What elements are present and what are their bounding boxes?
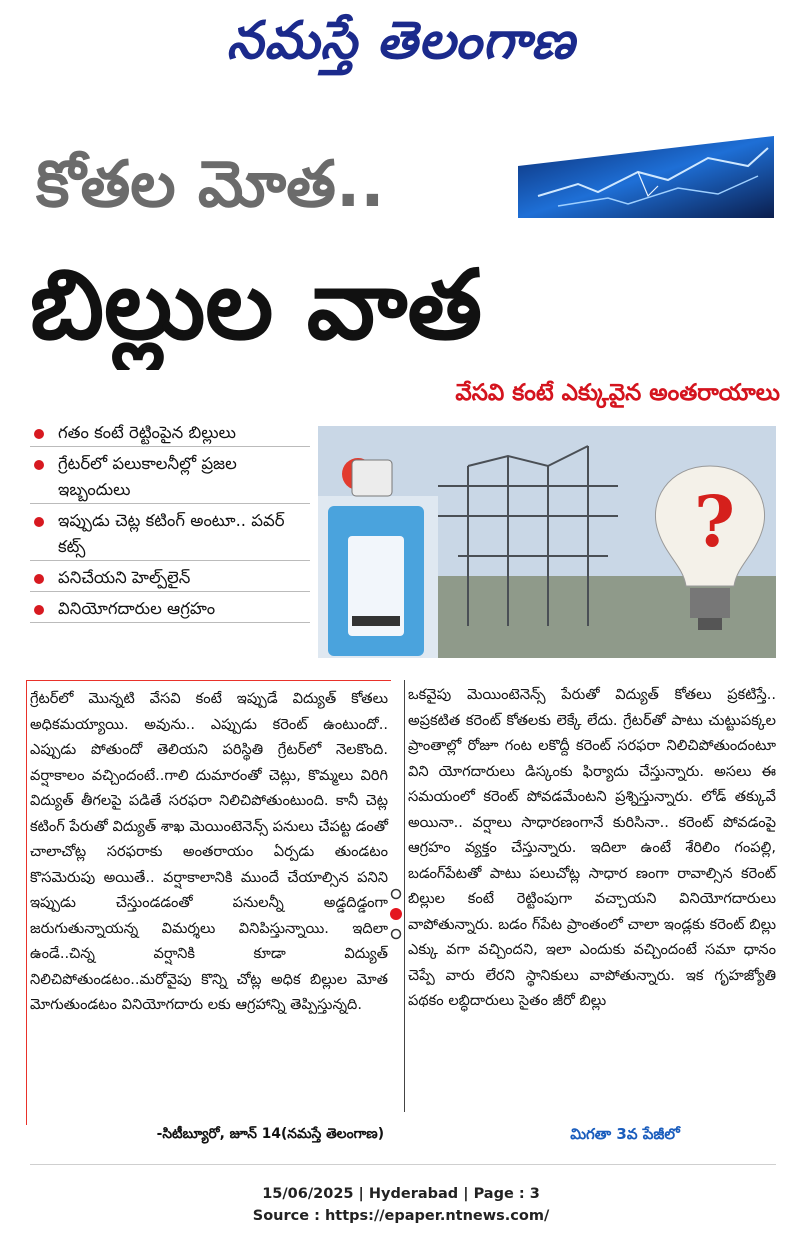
highlights-list [30, 420, 310, 670]
bullet-dot-icon [34, 605, 44, 615]
bullet-dot-icon [34, 429, 44, 439]
bullet-dot-icon [34, 517, 44, 527]
highlight-item: వినియోగదారుల ఆగ్రహం [30, 596, 310, 623]
highlight-item: ఇప్పుడు చెట్ల కటింగ్ అంటూ.. పవర్ కట్స్ [30, 508, 310, 561]
highlight-item: గ్రేటర్‌లో పలుకాలనీల్లో ప్రజల ఇబ్బందులు [30, 451, 310, 504]
byline: -సిటీబ్యూరో, జూన్ 14(నమస్తే తెలంగాణ) [156, 1126, 384, 1142]
bullet-dot-icon [34, 460, 44, 470]
svg-text:?: ? [694, 480, 736, 563]
headline-line1: కోతల మోత.. [36, 148, 385, 222]
masthead [0, 6, 802, 76]
footer-source: Source : https://epaper.ntnews.com/ [252, 1208, 550, 1224]
article-right-column: ఒకవైపు మెయింటెనెన్స్ పేరుతో విద్యుత్ కోతలు ప్రకటిస్తే.. అప్రకటిత కరెంట్ కోతలకు లెక్కే లేదు. గ్రేటర్‌తో పాటు చుట్టుపక్కల ప్రాంతాల్లో రోజూ గంట లకొద్దీ కరెంట్ సరఫరా నిలిచిపోతుందంటూ విని యోగదారులు డిస్కంకు ఫిర్యాదు చేస్తున్నారు. అసలు ఈ సమయంలో కరెంట్ పోవడమేంటని ప్రశ్నిస్తున్నారు. లోడ్ తక్కువే అయినా.. వర్షాలు సాధారణంగానే కురిసినా.. కరెంట్ పోవడంపై ఆగ్రహం వ్యక్తం చేస్తున్నారు. ఇదిలా ఉంటే శేరిలిం గంపల్లి, బడంగ్‌పేటతో పాటు పలుచోట్ల సాధార ణంగా రావాల్సిన కరెంట్ బిల్లుల కంటే రెట్టింపుగా వచ్చాయని వినియోగదారులు వాపోతున్నారు. బడం గ్‌పేట ప్రాంతంలో చాలా ఇండ్లకు కరెంట్ బిల్లు ఎక్కు వగా వచ్చిందని, ఇలా ఎందుకు వచ్చిందంటే సమా ధానం చెప్పే వారు లేరని స్థానికులు వాపోతున్నారు. ఇక గృహజ్యోతి పథకం లబ్ధిదారులు సైతం జీరో బిల్లు [408, 686, 776, 1009]
substation-photo [318, 426, 776, 658]
headline-line2: బిల్లుల వాత [30, 249, 483, 361]
article-left-column: గ్రేటర్‌లో మొన్నటి వేసవి కంటే ఇప్పుడే విద్యుత్ కోతలు అధికమయ్యాయి. అవును.. ఎప్పుడు కరెంట్ ఉంటుందో.. ఎప్పుడు పోతుందో తెలియని పరిస్థితి గ్రేటర్‌లో నెలకొంది. వర్షాకాలం వచ్చిందంటే..గాలి దుమారంతో చెట్లు, కొమ్మలు విరిగి విద్యుత్ తీగలపై పడితే సరఫరా నిలిచిపోతుంటుంది. కానీ చెట్ల కటింగ్ పేరుతో విద్యుత్ శాఖ మెయింటెనెన్స్ పనులు చేపట్ట డంతో చాలాచోట్ల సరఫరాకు అంతరాయం ఏర్పడు తుండటం కొసమెరుపు అయితే.. వర్షాకాలానికి ముందే చేయాల్సిన పనిని ఇప్పుడు చేస్తుండడంతో పనులన్నీ అడ్డదిడ్డంగా జరుగుతున్నాయన్న విమర్శలు వినిపిస్తున్నాయి. ఇదిలా ఉండే..చిన్న వర్షానికి కూడా విద్యుత్ నిలిచిపోతుండటం..మరోవైపు కొన్ని చోట్ల అధిక బిల్లుల మోత మోగుతుండటం వినియోగదారు లకు ఆగ్రహాన్ని తెప్పిస్తున్నది. [30, 690, 388, 1013]
lightning-banner-image [518, 136, 774, 218]
continued-note: మిగతా 3వ పేజీలో [570, 1125, 680, 1143]
footer-date-page: 15/06/2025 | Hyderabad | Page : 3 [262, 1186, 540, 1202]
highlight-item: గతం కంటే రెట్టింపైన బిల్లులు [30, 420, 310, 447]
bullet-dot-icon [34, 574, 44, 584]
column-divider-dots [389, 886, 403, 942]
footer-divider [30, 1164, 776, 1165]
subheadline: వేసవి కంటే ఎక్కువైన అంతరాయాలు [455, 380, 780, 406]
masthead-title: నమస్తే తెలంగాణ [226, 10, 576, 71]
highlight-item: పనిచేయని హెల్ప్‌లైన్ [30, 565, 310, 592]
